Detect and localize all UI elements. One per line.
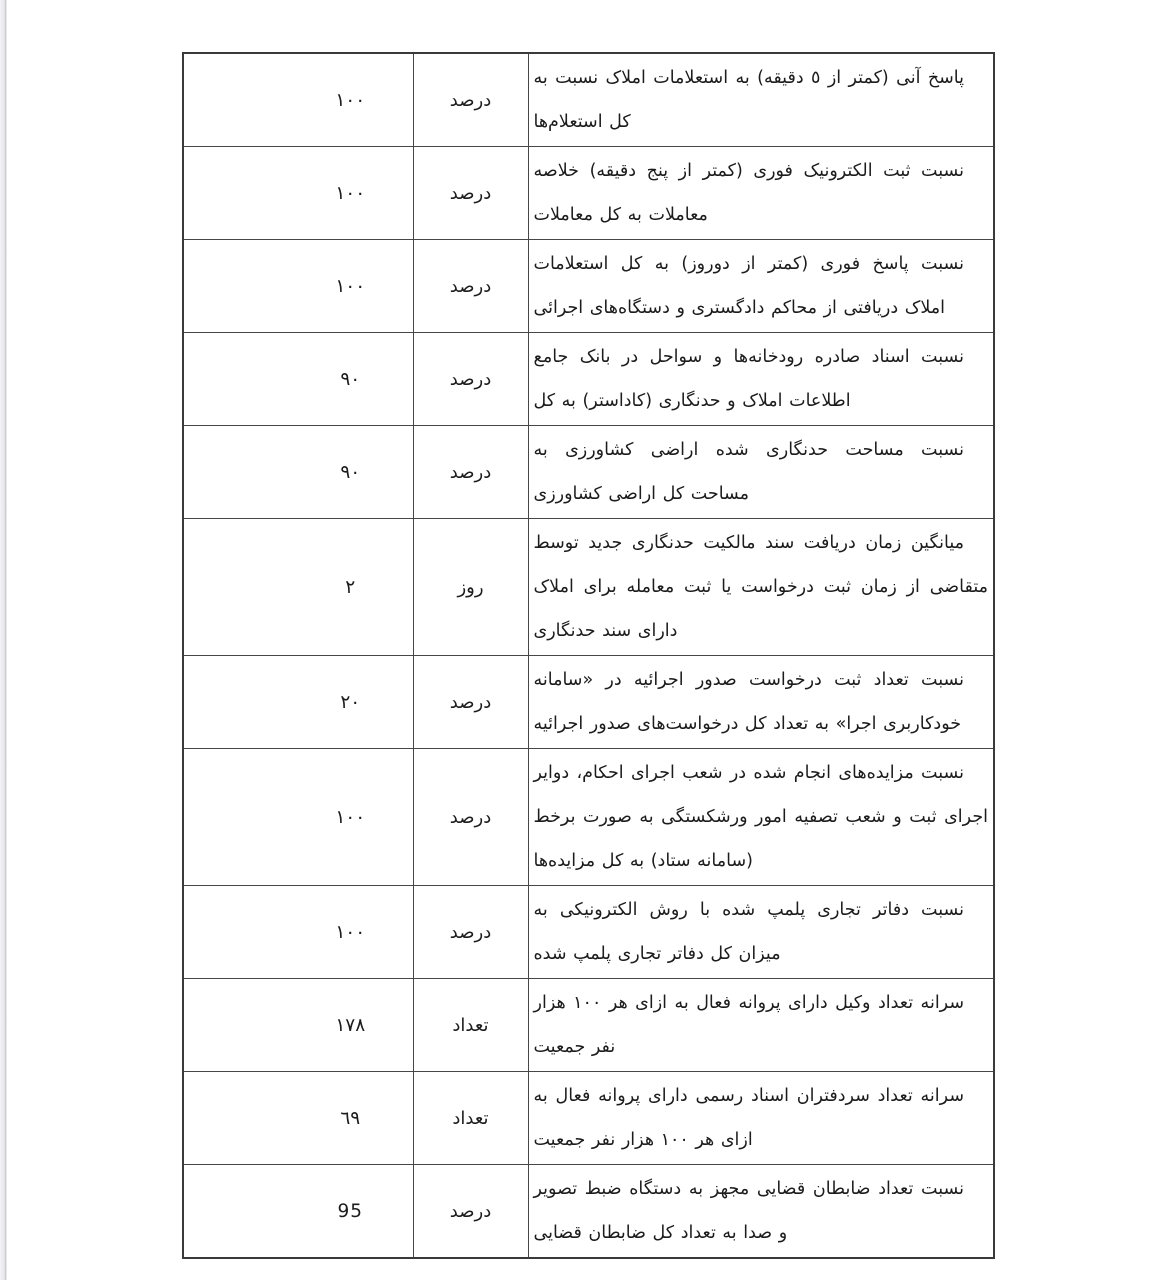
indicator-description: پاسخ آنی (کمتر از ٥ دقیقه) به استعلامات املاک نسبت به کل استعلام‌ها bbox=[528, 53, 994, 147]
indicator-unit: درصد bbox=[413, 147, 528, 240]
table-row bbox=[183, 519, 994, 656]
indicator-unit: درصد bbox=[413, 333, 528, 426]
table-row bbox=[183, 749, 994, 886]
indicator-value: ١٠٠ bbox=[183, 240, 413, 333]
indicator-value: 95 bbox=[183, 1165, 413, 1259]
table-row bbox=[183, 426, 994, 519]
indicator-value: ٦٩ bbox=[183, 1072, 413, 1165]
indicator-description: نسبت ثبت الکترونیک فوری (کمتر از پنج دقیقه) خلاصه معاملات به کل معاملات bbox=[528, 147, 994, 240]
table-row bbox=[183, 979, 994, 1072]
indicator-unit: درصد bbox=[413, 240, 528, 333]
indicator-value: ١٠٠ bbox=[183, 147, 413, 240]
indicator-unit: تعداد bbox=[413, 979, 528, 1072]
table-row bbox=[183, 656, 994, 749]
table-row bbox=[183, 147, 994, 240]
indicator-description: نسبت اسناد صادره رودخانه‌ها و سواحل در بانک جامع اطلاعات املاک و حدنگاری (کاداستر) به کل bbox=[528, 333, 994, 426]
indicator-description: میانگین زمان دریافت سند مالکیت حدنگاری جدید توسط متقاضی از زمان ثبت درخواست یا ثبت معامله برای املاک دارای سند حدنگاری bbox=[528, 519, 994, 656]
table-row bbox=[183, 333, 994, 426]
indicator-unit: درصد bbox=[413, 426, 528, 519]
indicator-value: ١٠٠ bbox=[183, 886, 413, 979]
indicator-description: نسبت تعداد ثبت درخواست صدور اجرائیه در «سامانه خودکاربری اجرا» به تعداد کل درخواست‌های صدور اجرائیه bbox=[528, 656, 994, 749]
indicator-unit: درصد bbox=[413, 656, 528, 749]
indicator-description: سرانه تعداد وکیل دارای پروانه فعال به ازای هر ١٠٠ هزار نفر جمعیت bbox=[528, 979, 994, 1072]
indicator-description: نسبت تعداد ضابطان قضایی مجهز به دستگاه ضبط تصویر و صدا به تعداد کل ضابطان قضایی bbox=[528, 1165, 994, 1259]
indicator-value: ٢ bbox=[183, 519, 413, 656]
indicator-unit: درصد bbox=[413, 749, 528, 886]
indicator-description: نسبت پاسخ فوری (کمتر از دوروز) به کل استعلامات املاک دریافتی از محاکم دادگستری و دستگاه‌های اجرائی bbox=[528, 240, 994, 333]
table-row bbox=[183, 886, 994, 979]
indicator-unit: درصد bbox=[413, 53, 528, 147]
indicator-description: سرانه تعداد سردفتران اسناد رسمی دارای پروانه فعال به ازای هر ١٠٠ هزار نفر جمعیت bbox=[528, 1072, 994, 1165]
indicator-value: ١٠٠ bbox=[183, 53, 413, 147]
table-row bbox=[183, 1072, 994, 1165]
indicator-value: ٩٠ bbox=[183, 333, 413, 426]
table-row bbox=[183, 240, 994, 333]
indicator-unit: درصد bbox=[413, 1165, 528, 1259]
table-row bbox=[183, 1165, 994, 1259]
indicator-unit: روز bbox=[413, 519, 528, 656]
indicator-value: ١٠٠ bbox=[183, 749, 413, 886]
indicator-value: ٢٠ bbox=[183, 656, 413, 749]
indicator-unit: درصد bbox=[413, 886, 528, 979]
table-row bbox=[183, 53, 994, 147]
indicator-value: ١٧٨ bbox=[183, 979, 413, 1072]
indicator-value: ٩٠ bbox=[183, 426, 413, 519]
indicator-description: نسبت مزایده‌های انجام شده در شعب اجرای احکام، دوایر اجرای ثبت و شعب تصفیه امور ورشکستگی به صورت برخط (سامانه ستاد) به کل مزایده‌ها bbox=[528, 749, 994, 886]
scan-left-edge bbox=[0, 0, 7, 1280]
indicator-description: نسبت دفاتر تجاری پلمپ شده با روش الکترونیکی به میزان کل دفاتر تجاری پلمپ شده bbox=[528, 886, 994, 979]
indicator-unit: تعداد bbox=[413, 1072, 528, 1165]
indicators-table bbox=[182, 52, 995, 1259]
indicator-description: نسبت مساحت حدنگاری شده اراضی کشاورزی به مساحت کل اراضی کشاورزی bbox=[528, 426, 994, 519]
